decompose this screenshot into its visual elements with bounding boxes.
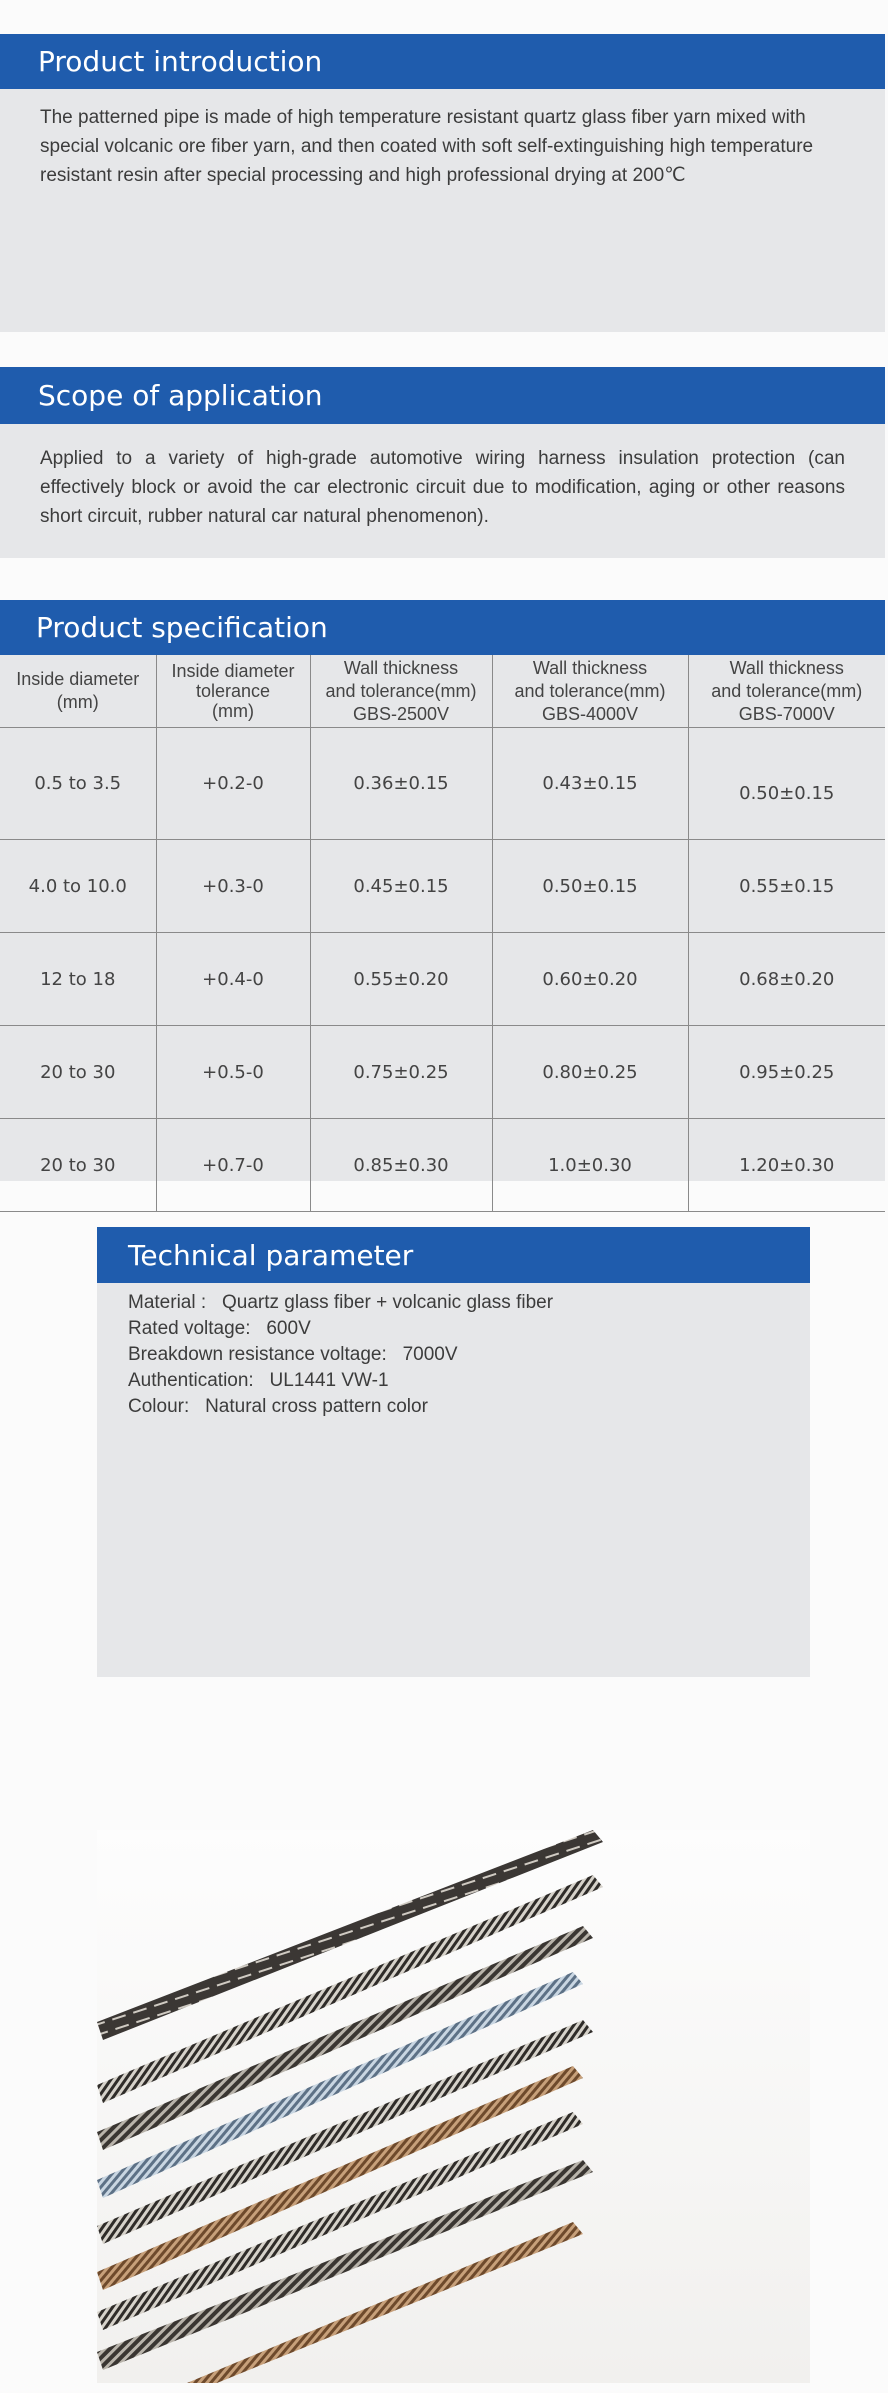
- cell-gbs-4000v: 0.60±0.20: [492, 933, 688, 1026]
- cell-inside-diameter: 20 to 30: [0, 1119, 156, 1212]
- cell-gbs-4000v: 1.0±0.30: [492, 1119, 688, 1212]
- cell-gbs-7000v: 0.68±0.20: [688, 933, 885, 1026]
- cell-gbs-7000v: 0.95±0.25: [688, 1026, 885, 1119]
- header-line: Wall thickness: [343, 657, 459, 678]
- header-tolerance: [156, 655, 310, 728]
- header-line: and tolerance(mm): [711, 680, 863, 701]
- header-gbs-4000v: [492, 655, 688, 728]
- tech-line-colour: Colour: Natural cross pattern color: [128, 1396, 428, 1417]
- product-photo: [97, 1830, 810, 2383]
- cell-gbs-7000v: 0.55±0.15: [688, 840, 885, 933]
- header-line: and tolerance(mm): [325, 680, 477, 701]
- cell-tolerance: +0.7-0: [156, 1119, 310, 1212]
- intro-text: The patterned pipe is made of high temperature resistant quartz glass fiber yarn mixed with special volcanic ore fiber yarn, and then coated with soft self-extinguishing high temperature resistant resin after special processing and high professional drying at 200℃: [40, 107, 814, 186]
- tech-title: Technical parameter: [97, 1227, 810, 1283]
- spec-title: Product specification: [0, 600, 885, 655]
- header-inside-diameter: [0, 655, 156, 728]
- cell-gbs-7000v: 0.50±0.15: [688, 728, 885, 840]
- header-line: and tolerance(mm): [514, 680, 666, 701]
- tech-line-material: Material : Quartz glass fiber + volcanic glass fiber: [128, 1292, 554, 1313]
- header-line: GBS-7000V: [738, 703, 835, 724]
- cell-tolerance: +0.5-0: [156, 1026, 310, 1119]
- header-line: Wall thickness: [532, 657, 648, 678]
- header-line: (mm): [56, 692, 99, 712]
- intro-title: Product introduction: [0, 34, 885, 89]
- cell-gbs-4000v: 0.50±0.15: [492, 840, 688, 933]
- table-row: [0, 728, 885, 840]
- header-line: Wall thickness: [729, 657, 844, 678]
- scope-text: Applied to a variety of high-grade automotive wiring harness insulation protection (can effectively block or avoid the car electronic circuit due to modification, aging or other reasons short circuit, rubber natural car natural phenomenon).: [40, 448, 845, 527]
- header-line: Inside diameter: [171, 661, 295, 681]
- table-row: [0, 933, 885, 1026]
- cell-inside-diameter: 20 to 30: [0, 1026, 156, 1119]
- header-line: (mm): [212, 701, 254, 721]
- spec-table: [0, 655, 885, 1212]
- cell-gbs-4000v: 0.43±0.15: [492, 728, 688, 840]
- table-row: [0, 1026, 885, 1119]
- tech-line-authentication: Authentication: UL1441 VW-1: [128, 1370, 389, 1391]
- cell-gbs-2500v: 0.36±0.15: [310, 728, 492, 840]
- photo-background: [97, 1830, 810, 2383]
- spec-header-row: [0, 655, 885, 728]
- header-line: GBS-4000V: [541, 703, 639, 724]
- header-line: tolerance: [195, 681, 271, 701]
- cell-gbs-7000v: 1.20±0.30: [688, 1119, 885, 1212]
- header-gbs-7000v: [688, 655, 885, 728]
- cell-inside-diameter: 12 to 18: [0, 933, 156, 1026]
- tech-line-rated-voltage: Rated voltage: 600V: [128, 1318, 311, 1339]
- cell-tolerance: +0.3-0: [156, 840, 310, 933]
- cell-gbs-2500v: 0.75±0.25: [310, 1026, 492, 1119]
- cell-inside-diameter: 0.5 to 3.5: [0, 728, 156, 840]
- cell-gbs-2500v: 0.85±0.30: [310, 1119, 492, 1212]
- header-gbs-2500v: [310, 655, 492, 728]
- tech-line-breakdown-voltage: Breakdown resistance voltage: 7000V: [128, 1344, 458, 1365]
- cell-tolerance: +0.4-0: [156, 933, 310, 1026]
- cell-inside-diameter: 4.0 to 10.0: [0, 840, 156, 933]
- cell-gbs-2500v: 0.45±0.15: [310, 840, 492, 933]
- cell-gbs-2500v: 0.55±0.20: [310, 933, 492, 1026]
- header-line: GBS-2500V: [352, 703, 450, 724]
- tech-parameter-list: [128, 1290, 553, 1420]
- table-row: [0, 1119, 885, 1212]
- header-line: Inside diameter: [16, 669, 140, 689]
- cell-tolerance: +0.2-0: [156, 728, 310, 840]
- scope-title: Scope of application: [0, 367, 885, 424]
- table-row: [0, 840, 885, 933]
- cell-gbs-4000v: 0.80±0.25: [492, 1026, 688, 1119]
